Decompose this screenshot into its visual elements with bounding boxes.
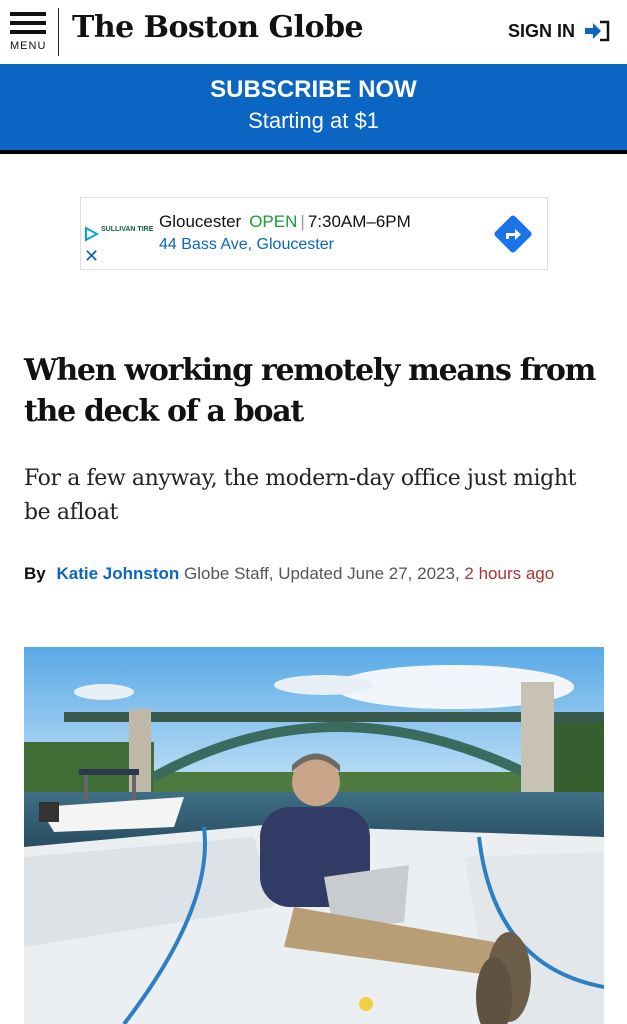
menu-icon (10, 12, 46, 16)
site-header (0, 0, 627, 65)
byline-staff: Globe Staff, Updated June 27, 2023, (184, 564, 460, 583)
ad-brand-logo: SULLIVAN TIRE (101, 226, 154, 233)
ad-banner[interactable] (80, 197, 548, 270)
ad-location-line (159, 212, 411, 232)
article-headline: When working remotely means from the deck of a boat (24, 353, 596, 429)
close-icon[interactable]: ✕ (84, 246, 100, 266)
sign-in-arrow-icon (583, 20, 611, 42)
menu-icon-bar (10, 21, 46, 25)
byline-prefix: By (24, 564, 46, 583)
subscribe-title: SUBSCRIBE NOW (210, 76, 417, 103)
ad-hours: 7:30AM–6PM (307, 212, 411, 231)
article-photo[interactable] (24, 647, 604, 1024)
byline (24, 564, 554, 584)
sign-in-button[interactable] (508, 20, 611, 42)
sign-in-label: SIGN IN (507, 20, 575, 41)
byline-time-ago: 2 hours ago (464, 564, 555, 583)
menu-icon-bar (10, 30, 46, 34)
ad-status: OPEN (249, 212, 298, 231)
ad-separator: | (300, 212, 305, 231)
subscribe-banner[interactable] (0, 64, 627, 154)
ad-location: Gloucester (159, 212, 242, 231)
adchoices-icon[interactable] (83, 226, 99, 242)
header-divider (58, 8, 59, 56)
site-logo[interactable]: The Boston Globe (72, 10, 364, 45)
article-subheadline: For a few anyway, the modern-day office just might be afloat (24, 466, 577, 525)
menu-label: MENU (10, 40, 47, 52)
author-link[interactable]: Katie Johnston (56, 564, 180, 583)
menu-button[interactable] (10, 12, 50, 56)
boat-photo-illustration (24, 647, 604, 1024)
subscribe-subtitle: Starting at $1 (248, 108, 379, 133)
ad-address: 44 Bass Ave, Gloucester (159, 236, 334, 253)
directions-icon[interactable] (493, 214, 533, 254)
